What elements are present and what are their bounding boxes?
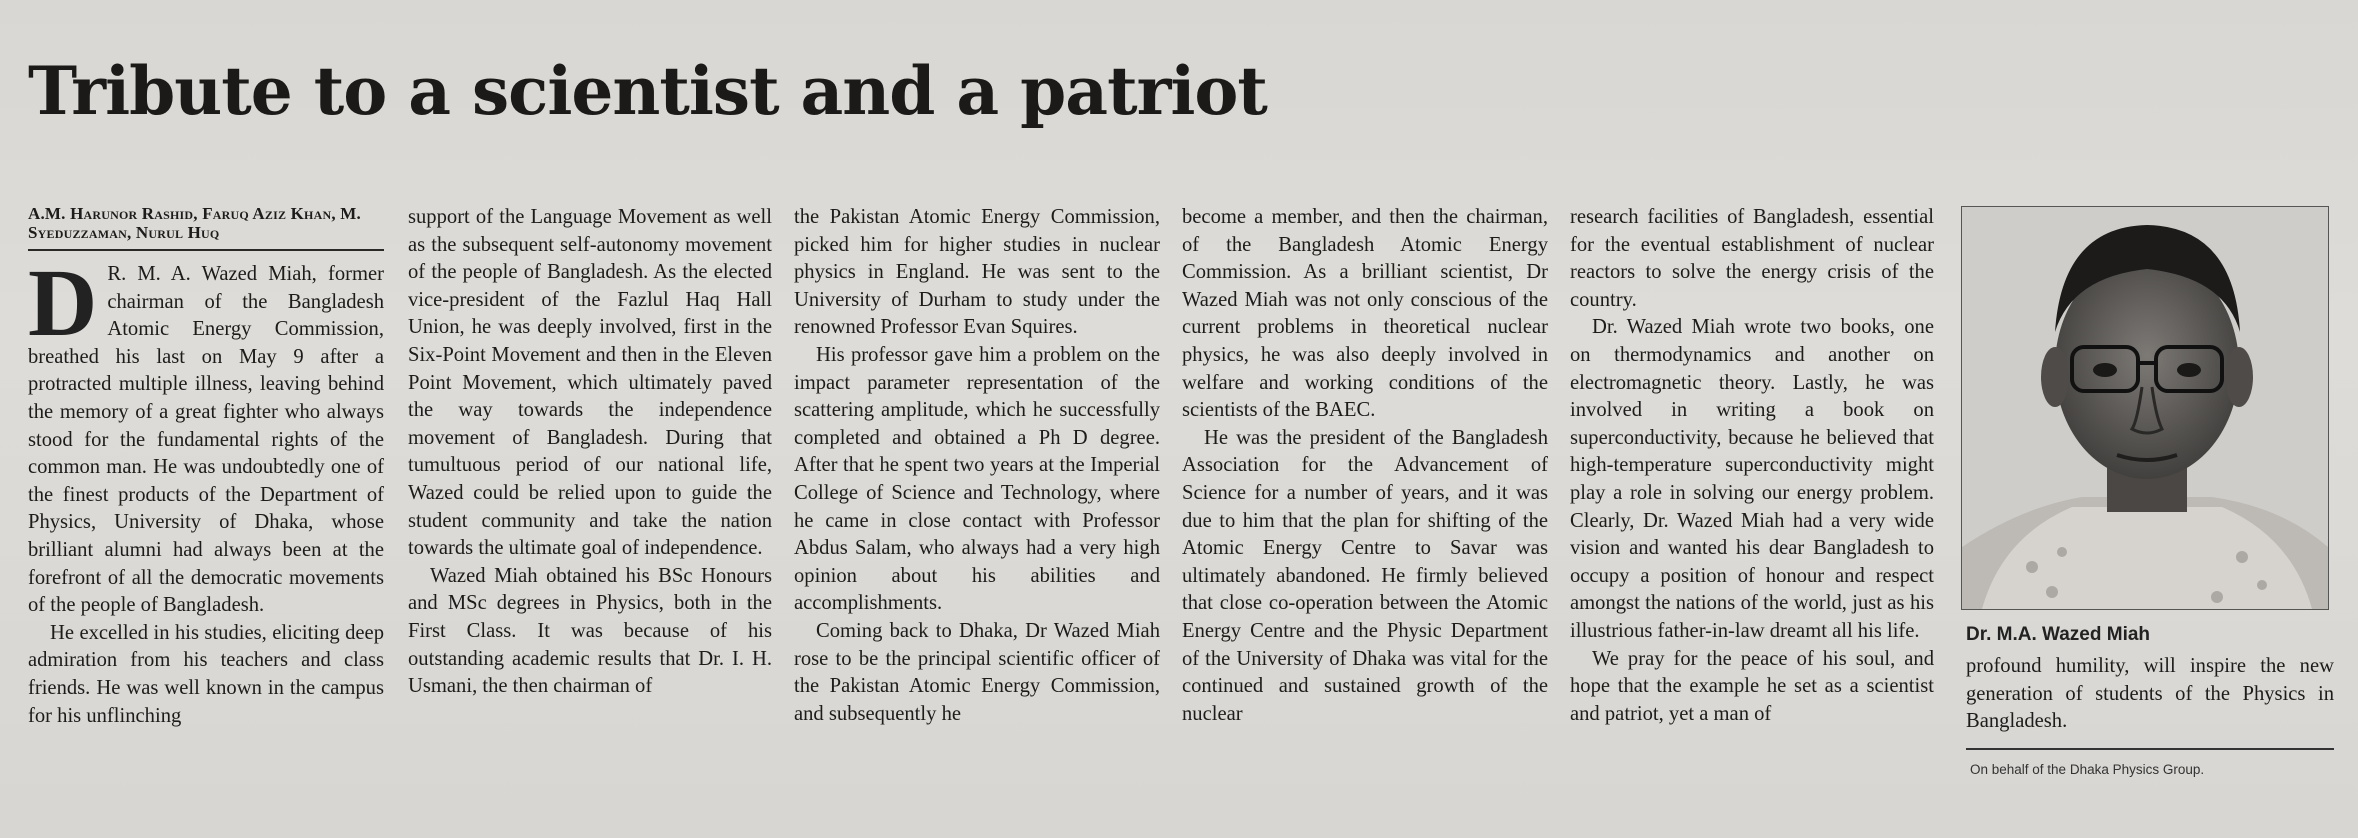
article-column-3 [794,204,1160,728]
divider-rule [1966,748,2334,750]
paragraph-text: R. M. A. Wazed Miah, former chairman of the Bangladesh Atomic Energy Commission, breathed his last on May 9 after a protracted multiple illness, leaving behind the memory of a great fighter who always stood for the fundamental rights of the common man. He was undoubtedly one of the finest products of the Department of Physics, University of Dhaka, whose brilliant alumni had always been at the forefront of all the democratic movements of the people of Bangladesh. [28,263,384,617]
article-paragraph: research facilities of Bangladesh, essential for the eventual establishment of nuclear reactors to solve the energy crisis of the country. [1570,206,1934,311]
photo-caption: Dr. M.A. Wazed Miah [1966,624,2151,645]
article-paragraph: support of the Language Movement as well as the subsequent self-autonomy movement of the people of Bangladesh. As the elected vice-president of the Fazlul Haq Hall Union, he was deeply involved, first in the Six-Point Movement and then in the Eleven Point Movement, which ultimately paved the way towards the independence movement of Bangladesh. During that tumultuous period of our national life, Wazed could be relied upon to guide the student community and take the nation towards the ultimate goal of independence. [408,206,772,560]
article-paragraph: the Pakistan Atomic Energy Commission, picked him for higher studies in nuclear physics in England. He was sent to the University of Durham to study under the renowned Professor Evan Squires. [794,206,1160,339]
portrait-illustration [1962,207,2328,609]
article-column-6 [1966,653,2334,736]
article-column-1 [28,204,384,730]
article-paragraph: Wazed Miah obtained his BSc Honours and MSc degrees in Physics, both in the First Class. It was because of his outstanding academic results that Dr. I. H. Usmani, the then chairman of [408,564,772,698]
article-paragraph: Dr. Wazed Miah wrote two books, one on thermodynamics and another on electromagnetic theory. Lastly, he was involved in writing a book on superconductivity, because he believed that high-temperature superconductivity might play a role in solving our energy problem. Clearly, Dr. Wazed Miah had a very wide vision and wanted his dear Bangladesh to occupy a position of honour and respect amongst the nations of the world, just as his illustrious father-in-law dreamt all his life. [1570,316,1934,642]
article-paragraph: Coming back to Dhaka, Dr Wazed Miah rose to be the principal scientific officer of the Pakistan Atomic Energy Commission, and subsequently he [794,619,1160,725]
article-paragraph: become a member, and then the chairman, of the Bangladesh Atomic Energy Commission. As a brilliant scientist, Dr Wazed Miah was not only conscious of the current problems in theoretical nuclear physics, he was also deeply involved in welfare and working conditions of the scientists of the BAEC. [1182,206,1548,422]
article-paragraph: His professor gave him a problem on the impact parameter representation of the scattering amplitude, which he successfully completed and obtained a Ph D degree. After that he spent two years at the Imperial College of Science and Technology, where he came in close contact with Professor Abdus Salam, who always had a very high opinion about his abilities and accomplishments. [794,343,1160,615]
portrait-photo [1961,206,2329,610]
headline: Tribute to a scientist and a patriot [28,52,1267,130]
article-column-2 [408,204,772,701]
drop-cap: D [28,249,98,356]
article-paragraph: profound humility, will inspire the new generation of students of the Physics in Bangladesh. [1966,655,2334,733]
article-paragraph: We pray for the peace of his soul, and hope that the example he set as a scientist and patriot, yet a man of [1570,647,1934,725]
article-column-4 [1182,204,1548,728]
article-paragraph: He excelled in his studies, eliciting deep admiration from his teachers and class friends. He was well known in the campus for his unflinching [28,621,384,727]
article-column-5 [1570,204,1934,728]
author-credit: On behalf of the Dhaka Physics Group. [1970,762,2205,777]
byline: A.M. Harunor Rashid, Faruq Aziz Khan, M. Syeduzzaman, Nurul Huq [28,204,384,251]
article-paragraph: He was the president of the Bangladesh Association for the Advancement of Science for a number of years, and it was due to him that the plan for shifting of the Atomic Energy Centre to Savar was ultimately abandoned. He firmly believed that close co-operation between the Atomic Energy Centre and the Physic Department of the University of Dhaka was vital for the continued and sustained growth of the nuclear [1182,426,1548,725]
article-paragraph [28,249,384,620]
